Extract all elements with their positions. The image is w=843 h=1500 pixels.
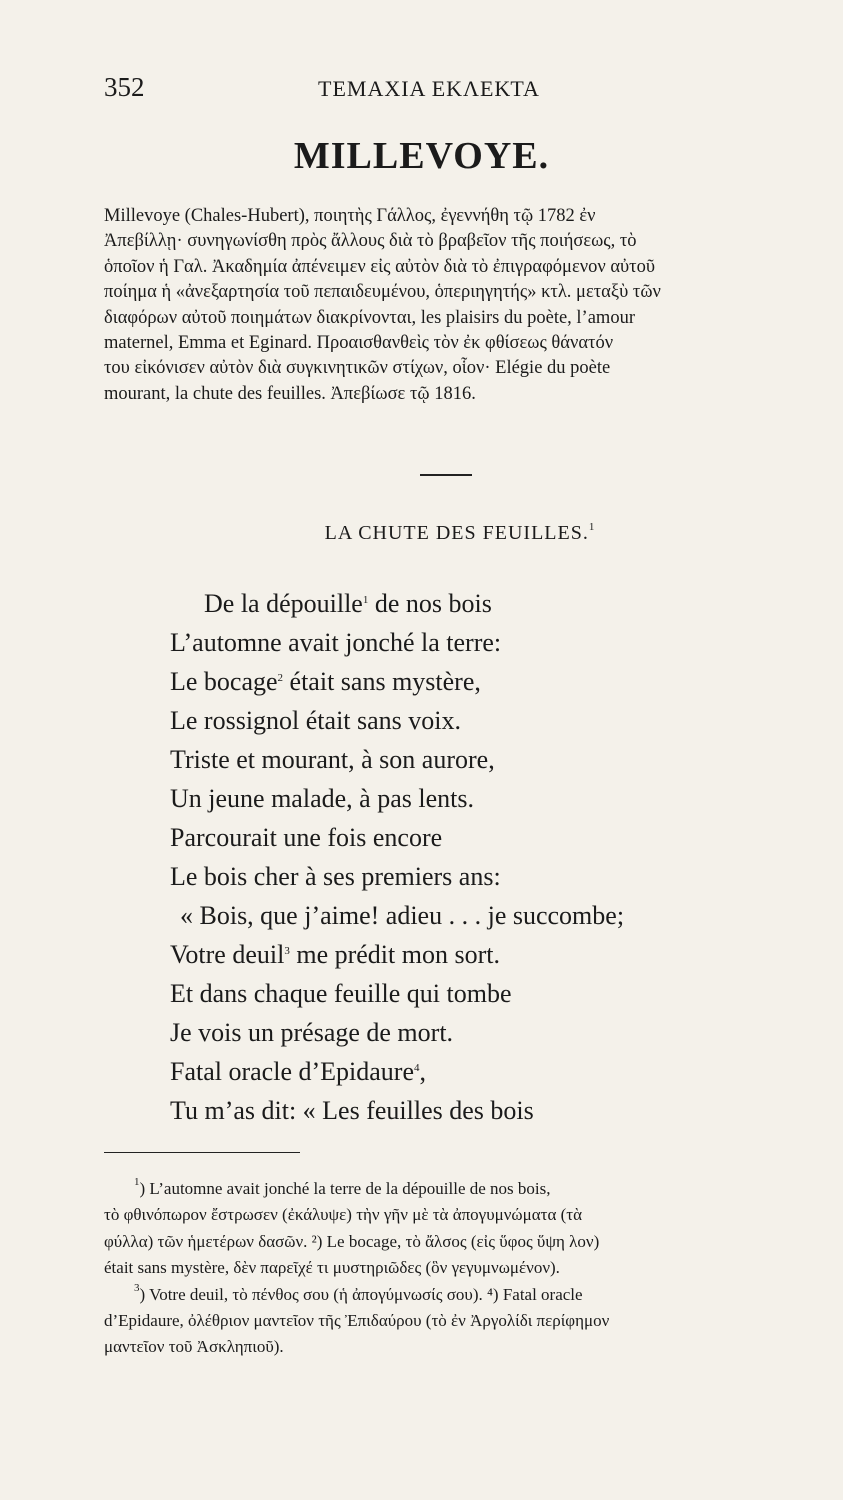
poem-line bbox=[170, 1052, 810, 1091]
biography-line: του εἰκόνισεν αὐτὸν διὰ συγκινητικῶν στίχων, οἷον· Elégie du poète bbox=[104, 358, 611, 379]
poem-line bbox=[170, 1013, 810, 1052]
poem-line bbox=[170, 584, 810, 623]
biography-line: διαφόρων αὐτοῦ ποιημάτων διακρίνονται, les plaisirs du poète, l’amour bbox=[104, 307, 635, 328]
biography-line: maternel, Emma et Eginard. Προαισθανθεὶς τὸν ἐκ φθίσεως θάνατόν bbox=[104, 332, 614, 353]
footnote-line bbox=[104, 1282, 822, 1308]
running-title: ΤΕΜΑΧΙΑ ΕΚΛΕΚΤΑ bbox=[318, 76, 540, 101]
poem-line-text: était sans mystère, bbox=[283, 667, 481, 696]
poem-line-text: Triste et mourant, à son aurore, bbox=[170, 745, 495, 774]
footnote-line bbox=[104, 1334, 822, 1360]
footnote-marker: 4 bbox=[414, 1062, 420, 1074]
footnote-line bbox=[104, 1255, 822, 1281]
biography-line: mourant, la chute des feuilles. Ἀπεβίωσε τῷ 1816. bbox=[104, 383, 476, 404]
footnote-marker: 1 bbox=[362, 594, 369, 606]
poem-line-text: me prédit mon sort. bbox=[289, 940, 500, 969]
biography-line: Millevoye (Chales-Hubert), ποιητὴς Γάλλος, ἐγεννήθη τῷ 1782 ἐν bbox=[104, 206, 596, 226]
poem-line-text: Un jeune malade, à pas lents. bbox=[170, 784, 474, 813]
poem-line-text: De la dépouille bbox=[204, 589, 363, 618]
footnote-number: 1 bbox=[134, 1176, 140, 1188]
poem-title bbox=[0, 522, 843, 545]
poem-title-note-marker: 1 bbox=[588, 521, 596, 533]
footnote-text: ) L’automne avait jonché la terre de la dépouille de nos bois, bbox=[139, 1179, 551, 1198]
biography-line: ποίημα ἡ «ἀνεξαρτησία τοῦ πεπαιδευμένου, ὁπεριηγητής» κτλ. μεταξὺ τῶν bbox=[104, 282, 661, 303]
footnote-line bbox=[104, 1308, 822, 1334]
poem-line bbox=[170, 623, 810, 662]
footnotes bbox=[104, 1176, 822, 1361]
poem-line-text: de nos bois bbox=[368, 589, 492, 618]
poem-line-text: , bbox=[419, 1057, 426, 1086]
poem-line-text: Je vois un présage de mort. bbox=[170, 1018, 454, 1047]
running-head bbox=[104, 72, 620, 104]
poem-line bbox=[170, 935, 810, 974]
footnote-marker: 2 bbox=[277, 672, 284, 684]
poem-line bbox=[170, 662, 810, 701]
footnote-number: 3 bbox=[134, 1281, 140, 1294]
footnote-rule bbox=[104, 1152, 300, 1153]
section-divider bbox=[420, 474, 472, 476]
poem-line bbox=[170, 701, 810, 740]
footnote-text: était sans mystère, δὲν παρεῖχέ τι μυστηριῶδες (ὃν γεγυμνωμένον). bbox=[104, 1258, 560, 1278]
biography-line: ὁποῖον ἡ Γαλ. Ἀκαδημία ἀπένειμεν εἰς αὐτὸν διὰ τὸ ἐπιγραφόμενον αὐτοῦ bbox=[104, 256, 656, 277]
footnote-text: τὸ φθινόπωρον ἔστρωσεν (ἐκάλυψε) τὴν γῆν μὲ τὰ ἀπογυμνώματα (τὰ bbox=[104, 1205, 583, 1225]
poem-line-text: Le rossignol était sans voix. bbox=[170, 706, 462, 735]
biography-line: Ἀπεβίλλῃ· συνηγωνίσθη πρὸς ἄλλους διὰ τὸ βραβεῖον τῆς ποιήσεως, τὸ bbox=[104, 231, 637, 252]
page-number: 352 bbox=[104, 72, 145, 102]
poem-line-text: Parcourait une fois encore bbox=[170, 823, 443, 852]
footnote-text: μαντεῖον τοῦ Ἀσκληπιοῦ). bbox=[104, 1337, 284, 1357]
poem-title-text: LA CHUTE DES FEUILLES. bbox=[324, 522, 589, 544]
poem-line-text: « Bois, que j’aime! adieu . . . je succombe; bbox=[180, 901, 625, 930]
footnote-line bbox=[104, 1176, 822, 1202]
poem-line bbox=[170, 1091, 810, 1130]
footnote-line bbox=[104, 1229, 822, 1255]
poem-line-text: Tu m’as dit: « Les feuilles des bois bbox=[170, 1096, 534, 1125]
footnote-marker: 3 bbox=[284, 945, 290, 957]
poem-line-text: Fatal oracle d’Epidaure bbox=[170, 1057, 414, 1086]
poem-body bbox=[170, 584, 810, 1130]
poem-line bbox=[170, 896, 810, 935]
poem-line bbox=[170, 974, 810, 1013]
footnote-text: ) Votre deuil, τὸ πένθος σου (ἡ ἀπογύμνωσίς σου). ⁴) Fatal oracle bbox=[139, 1284, 583, 1304]
footnote-line bbox=[104, 1202, 822, 1228]
footnote-text: d’Epidaure, ὀλέθριον μαντεῖον τῆς Ἐπιδαύρου (τὸ ἐν Ἀργολίδι περίφημον bbox=[104, 1310, 610, 1330]
poem-line-text: Le bois cher à ses premiers ans: bbox=[170, 862, 501, 891]
footnote-text: φύλλα) τῶν ἡμετέρων δασῶν. ²) Le bocage, τὸ ἄλσος (εἰς ὕφος ὕψη λον) bbox=[104, 1231, 600, 1251]
poem-line-text: Le bocage bbox=[170, 667, 278, 696]
poem-line-text: L’automne avait jonché la terre: bbox=[170, 628, 502, 657]
poem-line bbox=[170, 818, 810, 857]
poem-line-text: Et dans chaque feuille qui tombe bbox=[170, 979, 512, 1008]
author-heading: MILLEVOYE. bbox=[293, 135, 550, 177]
poem-line-text: Votre deuil bbox=[170, 940, 285, 969]
poem-line bbox=[170, 857, 810, 896]
poem-line bbox=[170, 740, 810, 779]
poem-line bbox=[170, 779, 810, 818]
author-biography bbox=[104, 204, 822, 407]
